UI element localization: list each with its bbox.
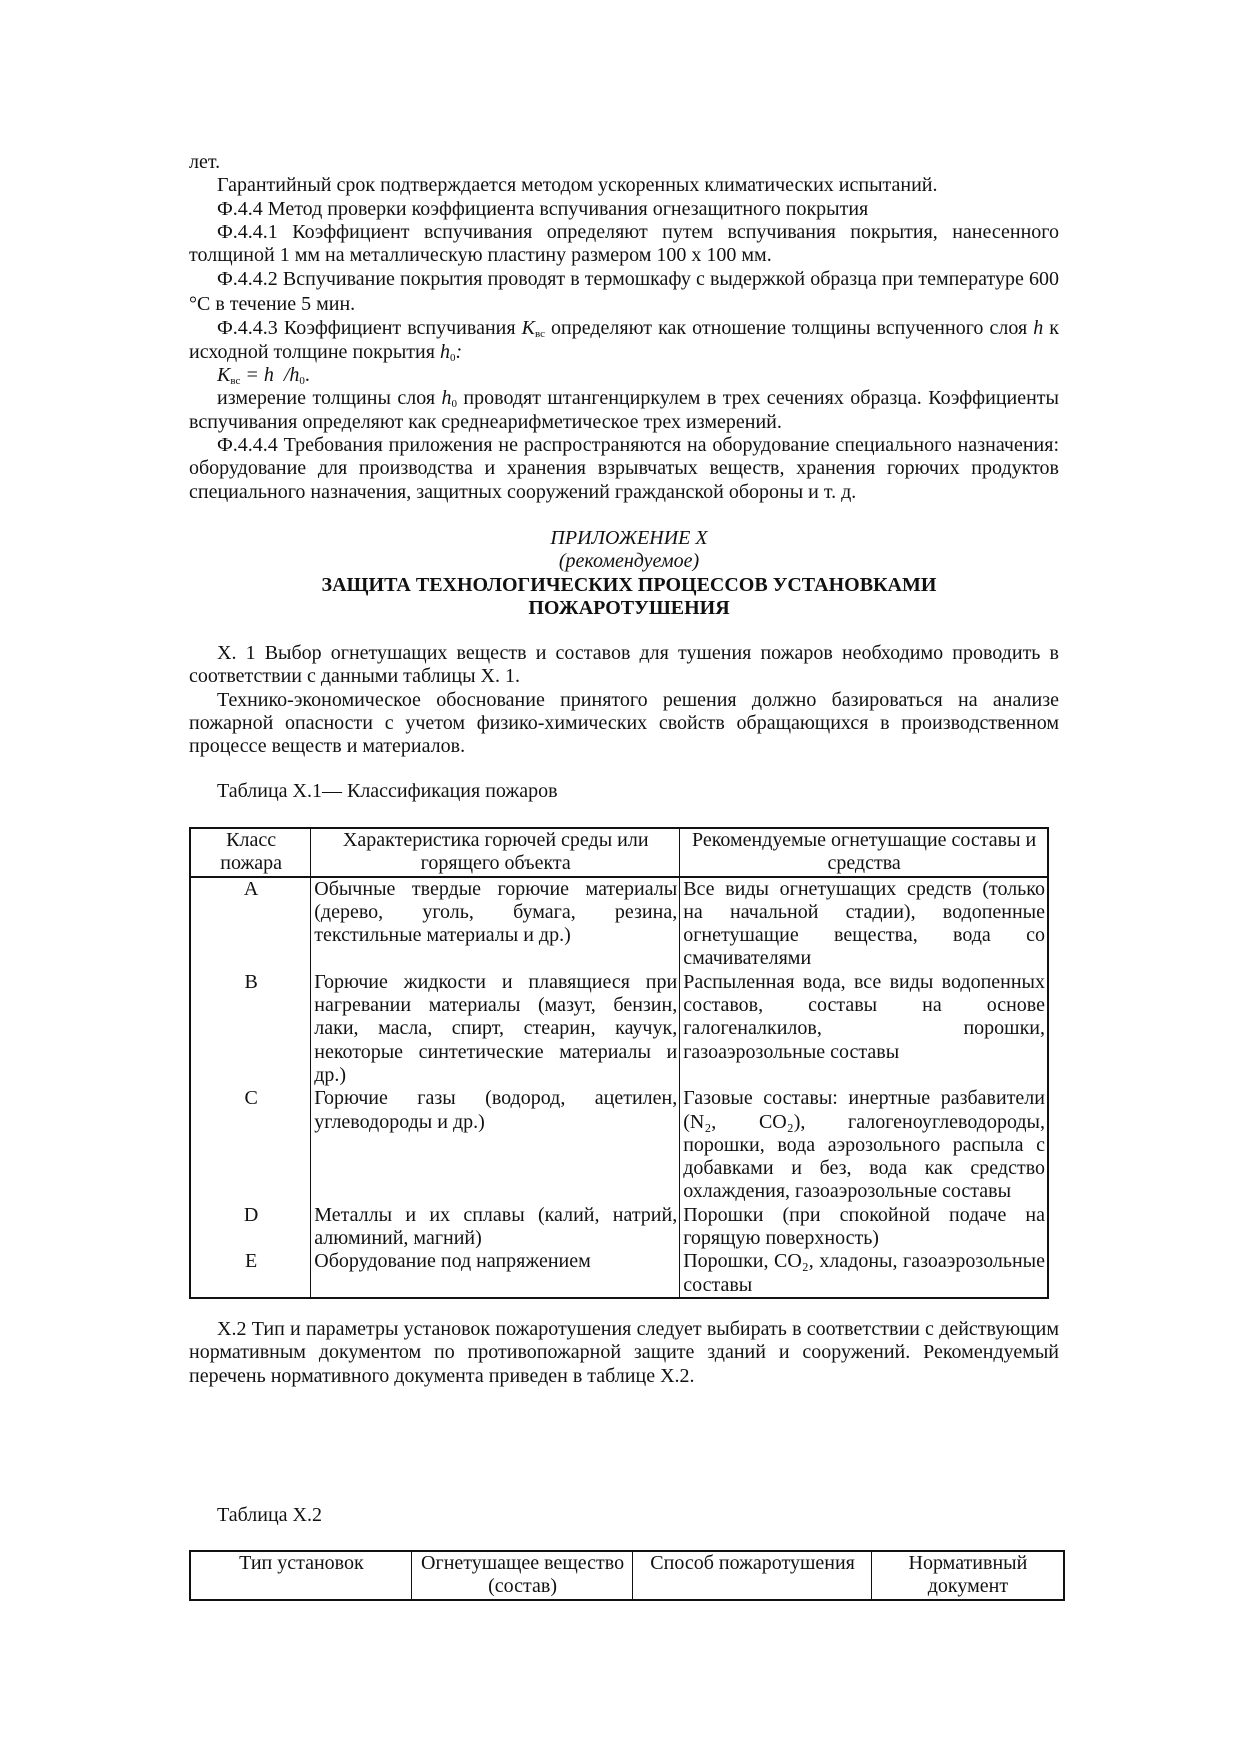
paragraph: лет. [189, 151, 221, 173]
subscript: 0 [299, 375, 305, 388]
table-row [190, 877, 1048, 971]
subscript: 0 [451, 398, 457, 411]
column-header: Характеристика горючей среды или горящего объекта [311, 828, 680, 877]
appendix-x2-text [189, 1318, 1059, 1388]
formula [189, 364, 1059, 387]
symbol-h: h [1033, 317, 1044, 340]
paragraph: Ф.4.4.4 Требования приложения не распространяются на оборудование специального назначения: оборудование для производства и хранения взрывчатых веществ, хранения горючих продуктов специального назначения, защитных сооружений гражданской обороны и т. д. [189, 433, 1059, 503]
subscript: 0 [449, 351, 456, 364]
appendix-title: ПОЖАРОТУШЕНИЯ [528, 596, 730, 619]
symbol-k: K [521, 317, 535, 340]
description-cell: Металлы и их сплавы (калий, натрий, алюминий, магний) [311, 1204, 680, 1251]
description-cell: Оборудование под напряжением [311, 1250, 680, 1298]
description-cell: Обычные твердые горючие материалы (дерево, уголь, бумага, резина, текстильные материалы и др.) [311, 877, 680, 971]
caption: Таблица X.1— Классификация пожаров [217, 780, 558, 802]
agents-cell: Порошки (при спокойной подаче на горящую поверхность) [680, 1204, 1048, 1251]
column-header: Класс пожара [190, 828, 311, 877]
appendix-label: ПРИЛОЖЕНИЕ X [550, 527, 708, 549]
appendix-status: (рекомендуемое) [558, 550, 700, 573]
subscript: вс [230, 375, 241, 388]
text: : [455, 340, 463, 363]
appendix-title: ЗАЩИТА ТЕХНОЛОГИЧЕСКИХ ПРОЦЕССОВ УСТАНОВКАМИ [321, 573, 937, 596]
text: проводят штангенциркулем в трех сечениях образца. Коэффициенты вспучивания определяют как среднеарифметическое трех измерений. [189, 387, 1059, 433]
table-row [190, 1087, 1048, 1203]
description-cell: Горючие газы (водород, ацетилен, углеводороды и др.) [311, 1087, 680, 1203]
symbol-k: K [217, 364, 231, 387]
class-cell: E [190, 1250, 311, 1298]
agents-cell: Все виды огнетушащих средств (только на начальной стадии), водопенные огнетушащие вещества, вода со смачивателями [680, 877, 1048, 971]
agents-cell: Распыленная вода, все виды водопенных составов, составы на основе галогеналкилов, порошки, газоаэрозольные составы [680, 971, 1048, 1087]
class-cell: A [190, 877, 311, 971]
paragraph: X. 1 Выбор огнетушащих веществ и составов для тушения пожаров необходимо проводить в соответствии с данными таблицы X. 1. [189, 642, 1059, 688]
equals: = [240, 364, 264, 387]
description-cell: Горючие жидкости и плавящиеся при нагревании материалы (мазут, бензин, лаки, масла, спирт, стеарин, каучук, некоторые синтетические материалы и др.) [311, 971, 680, 1087]
text: к исходной толщине покрытия [189, 317, 1060, 363]
column-header: Огнетушащее вещество (состав) [411, 1551, 633, 1600]
appendix-intro [189, 642, 1059, 758]
installations-table [189, 1550, 1065, 1601]
paragraph: Ф.4.4.2 Вспучивание покрытия проводят в термошкафу с выдержкой образца при температуре 600 °С в течение 5 мин. [189, 268, 1059, 316]
column-header: Способ пожаротушения [633, 1551, 872, 1600]
fire-classification-table [189, 827, 1049, 1299]
paragraph: Ф.4.4 Метод проверки коэффициента вспучивания огнезащитного покрытия [217, 197, 869, 220]
symbol-h0: h [441, 387, 452, 410]
text: Ф.4.4.3 Коэффициент вспучивания [217, 317, 522, 340]
table-row [190, 1250, 1048, 1298]
appendix-heading [189, 527, 1069, 620]
symbol-h0: h [439, 340, 450, 363]
agents-cell: Порошки, CO₂, хладоны, газоаэрозольные составы [680, 1250, 1048, 1298]
column-header: Рекомендуемые огнетушащие составы и средства [680, 828, 1048, 877]
table-header-row [190, 1551, 1064, 1600]
class-cell: B [190, 971, 311, 1087]
symbol-h0: h [289, 364, 300, 387]
table1-caption [189, 780, 1059, 803]
table-row [190, 1204, 1048, 1251]
paragraph: Технико-экономическое обоснование принятого решения должно базироваться на анализе пожарной опасности с учетом физико-химических свойств обращающихся в производственном процессе веществ и материалов. [189, 688, 1059, 758]
class-cell: D [190, 1204, 311, 1251]
column-header: Нормативный документ [871, 1551, 1064, 1600]
paragraph: X.2 Тип и параметры установок пожаротушения следует выбирать в соответствии с действующим нормативным документом по противопожарной защите зданий и сооружений. Рекомендуемый перечень нормативного документа приведен в таблице X.2. [189, 1318, 1059, 1387]
table-header-row [190, 828, 1048, 877]
subscript: вс [534, 328, 545, 341]
class-cell: C [190, 1087, 311, 1203]
symbol-h: h [263, 364, 274, 387]
agents-cell: Газовые составы: инертные разбавители (N₂, CO₂), галогеноуглеводороды, порошки, вода аэрозольного распыла с добавками и без, вода как средство охлаждения, газоаэрозольные составы [680, 1087, 1048, 1203]
paragraph: Гарантийный срок подтверждается методом ускоренных климатических испытаний. [217, 174, 938, 197]
paragraph-kvs-definition [189, 317, 1059, 364]
table-row [190, 971, 1048, 1087]
text: . [304, 364, 310, 387]
paragraph [189, 387, 1059, 434]
column-header: Тип установок [190, 1551, 411, 1600]
slash: / [273, 364, 290, 387]
caption: Таблица X.2 [217, 1504, 322, 1526]
table2-caption [189, 1504, 1059, 1527]
paragraph: Ф.4.4.1 Коэффициент вспучивания определяют путем вспучивания покрытия, нанесенного толщиной 1 мм на металлическую пластину размером 100 х 100 мм. [189, 220, 1059, 267]
section-f-text [189, 151, 1059, 504]
text: определяют как отношение толщины вспученного слоя [544, 317, 1034, 340]
text: измерение толщины слоя [217, 387, 442, 410]
